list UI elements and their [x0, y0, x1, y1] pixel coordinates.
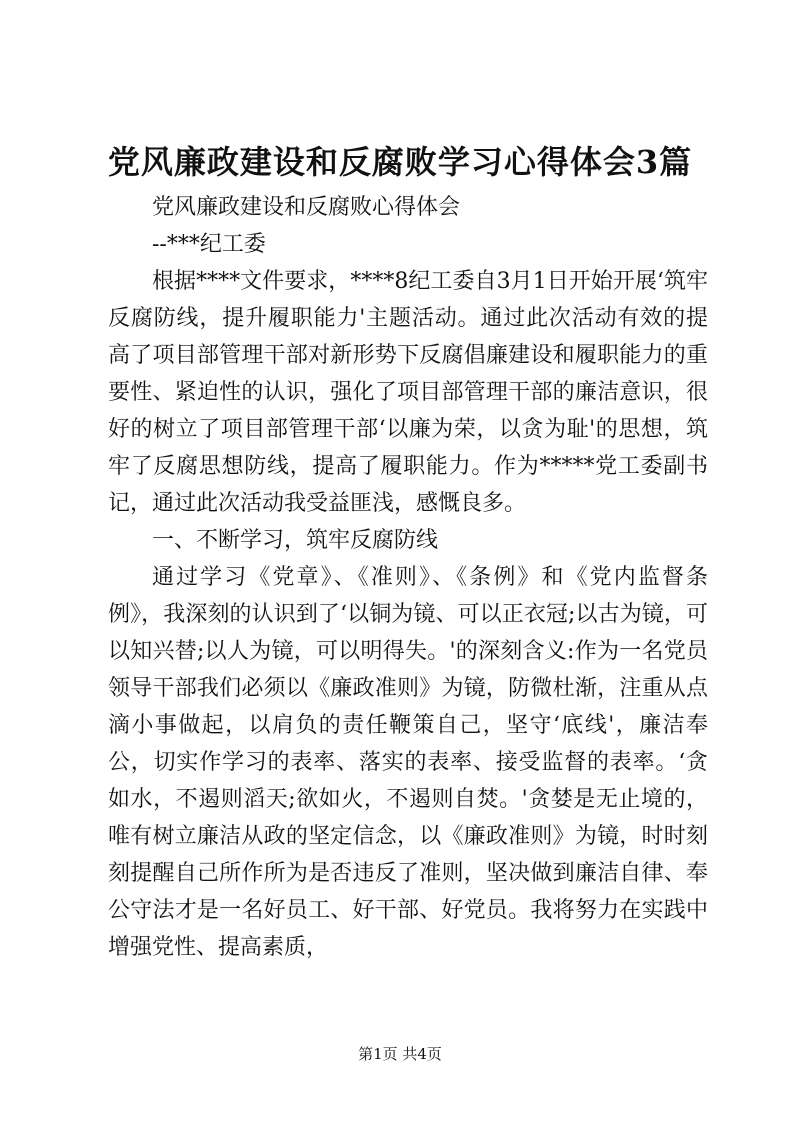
- document-body: [108, 189, 708, 966]
- section-heading: 一、不断学习，筑牢反腐防线: [152, 528, 439, 553]
- document-title: 党风廉政建设和反腐败学习心得体会3篇: [107, 143, 693, 181]
- subtitle-paragraph: 党风廉政建设和反腐败心得体会: [152, 195, 461, 220]
- body-paragraph: 通过学习《党章》、《准则》、《条例》和《党内监督条例》，我深刻的认识到了‘以铜为镜、可以正衣冠;以古为镜，可以知兴替;以人为镜，可以明得失。'的深刻含义:作为一名党员领导干部我们必须以《廉政准则》为镜，防微杜渐，注重从点滴小事做起，以肩负的责任鞭策自己，坚守‘底线'，廉洁奉公，切实作学习的表率、落实的表率、接受监督的表率。‘贪如水，不遏则滔天;欲如火，不遏则自焚。'贪婪是无止境的，唯有树立廉洁从政的坚定信念，以《廉政准则》为镜，时时刻刻提醒自己所作所为是否违反了准则，坚决做到廉洁自律、奉公守法才是一名好员工、好干部、好党员。我将努力在实践中增强党性、提高素质，: [108, 565, 708, 960]
- author-paragraph: --***纪工委: [152, 232, 266, 257]
- intro-paragraph: 根据****文件要求，****8纪工委自3月1日开始开展‘筑牢反腐防线，提升履职能力'主题活动。通过此次活动有效的提高了项目部管理干部对新形势下反腐倡廉建设和履职能力的重要性、紧迫性的认识，强化了项目部管理干部的廉洁意识，很好的树立了项目部管理干部‘以廉为荣，以贪为耻'的思想，筑牢了反腐思想防线，提高了履职能力。作为*****党工委副书记，通过此次活动我受益匪浅，感慨良多。: [108, 269, 708, 516]
- page-footer: 第1页 共4页: [358, 1045, 442, 1063]
